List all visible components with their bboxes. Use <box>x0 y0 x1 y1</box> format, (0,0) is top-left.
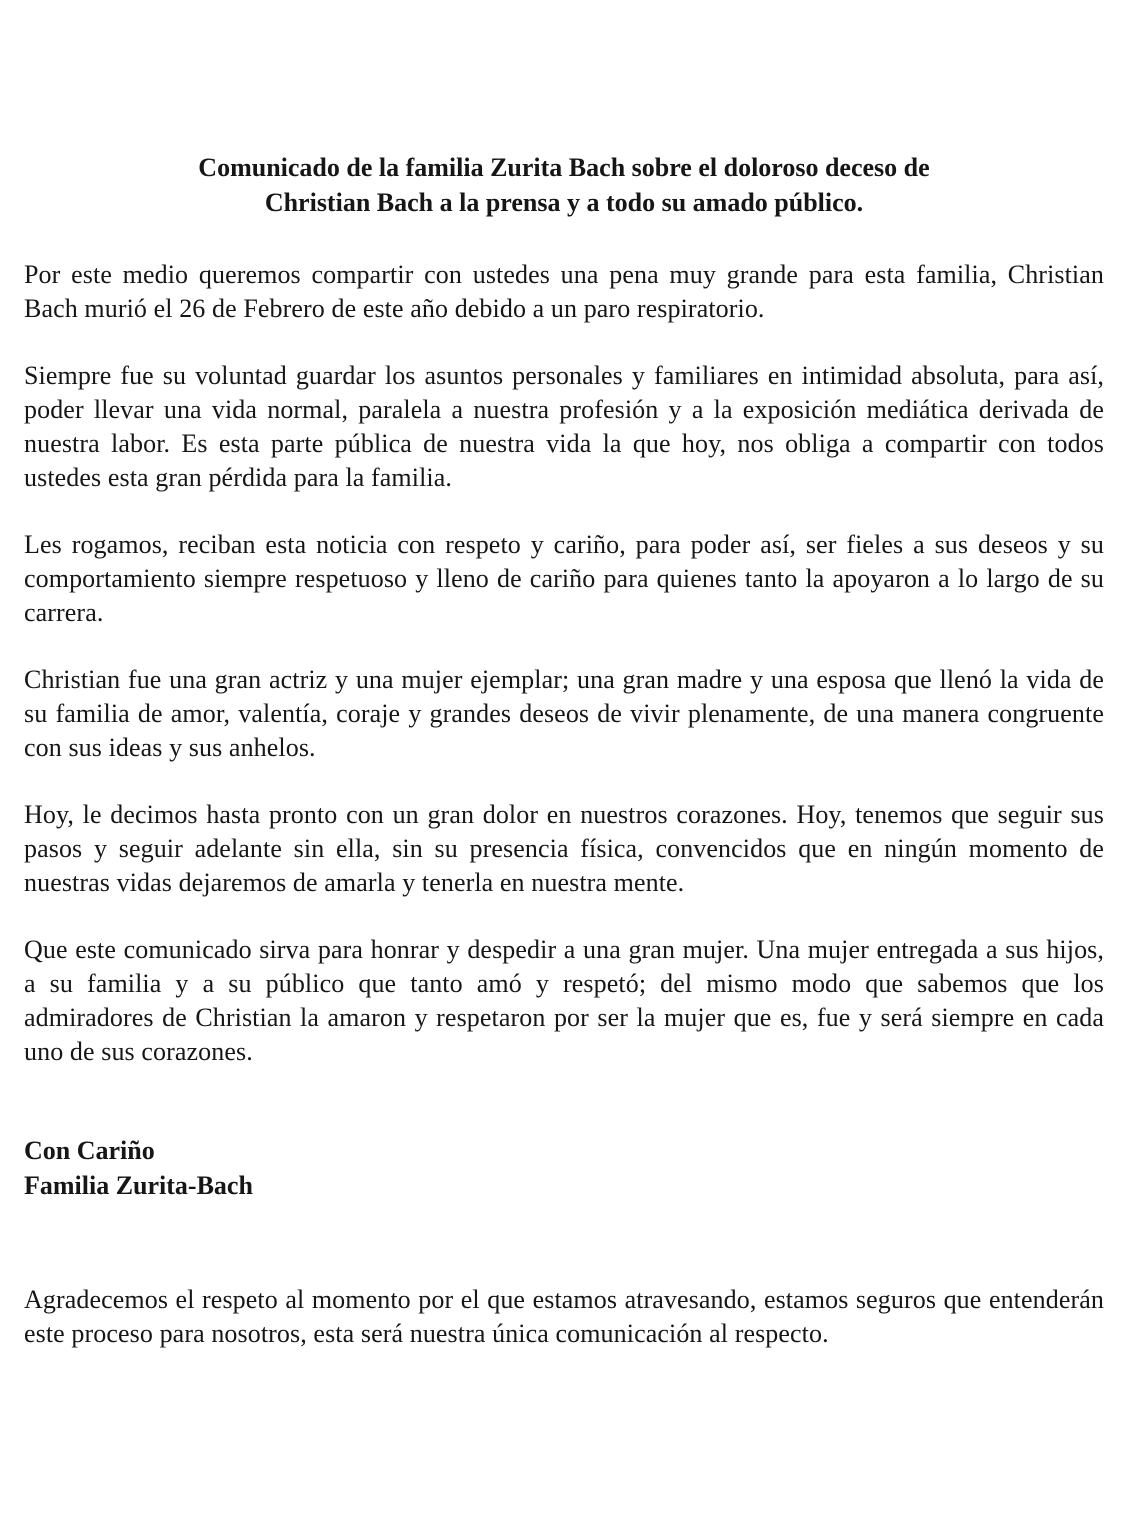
paragraph-request: Les rogamos, reciban esta noticia con respeto y cariño, para poder así, ser fieles a sus deseos y su comportamiento siempre respetuoso y lleno de cariño para quienes tanto la apoyaron a lo largo de su carrera. <box>24 530 1104 627</box>
paragraph-honor: Que este comunicado sirva para honrar y despedir a una gran mujer. Una mujer entregada a sus hijos, a su familia y a su público que tanto amó y respetó; del mismo modo que sabemos que los admiradores de Christian la amaron y respetaron por ser la mujer que es, fue y será siempre en cada uno de sus corazones. <box>24 935 1104 1066</box>
closing-block <box>24 1133 1104 1203</box>
title-line-1: Comunicado de la familia Zurita Bach sobre el doloroso deceso de <box>198 153 930 182</box>
paragraph-privacy: Siempre fue su voluntad guardar los asuntos personales y familiares en intimidad absoluta, para así, poder llevar una vida normal, paralela a nuestra profesión y a la exposición mediática derivada de nuestra labor. Es esta parte pública de nuestra vida la que hoy, nos obliga a compartir con todos ustedes esta gran pérdida para la familia. <box>24 361 1104 492</box>
paragraph-announcement: Por este medio queremos compartir con ustedes una pena muy grande para esta familia, Christian Bach murió el 26 de Febrero de este año debido a un paro respiratorio. <box>24 260 1104 323</box>
statement-document <box>24 150 1104 1351</box>
closing-salutation: Con Cariño <box>24 1136 155 1165</box>
paragraph-tribute: Christian fue una gran actriz y una mujer ejemplar; una gran madre y una esposa que llenó la vida de su familia de amor, valentía, coraje y grandes deseos de vivir plenamente, de una manera congruente con sus ideas y sus anhelos. <box>24 665 1104 762</box>
title-line-2: Christian Bach a la prensa y a todo su amado público. <box>264 188 864 217</box>
statement-title <box>24 150 1104 220</box>
closing-note: Agradecemos el respeto al momento por el que estamos atravesando, estamos seguros que entenderán este proceso para nosotros, esta será nuestra única comunicación al respecto. <box>24 1285 1104 1348</box>
paragraph-farewell: Hoy, le decimos hasta pronto con un gran dolor en nuestros corazones. Hoy, tenemos que seguir sus pasos y seguir adelante sin ella, sin su presencia física, convencidos que en ningún momento de nuestras vidas dejaremos de amarla y tenerla en nuestra mente. <box>24 800 1104 897</box>
closing-signature: Familia Zurita-Bach <box>24 1171 253 1200</box>
